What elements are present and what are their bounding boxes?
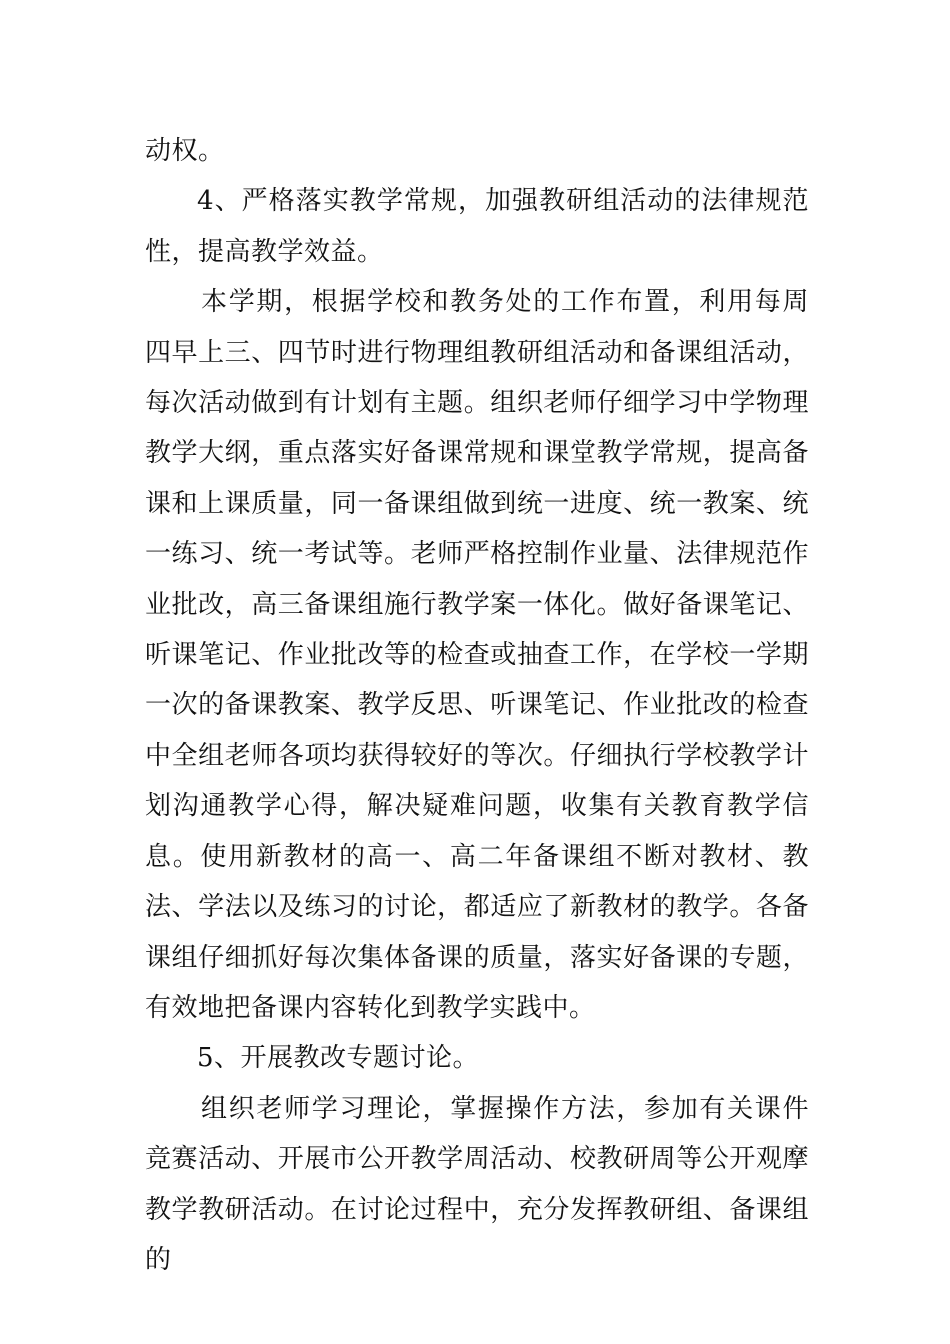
paragraph-item-5-heading: 5、开展教改专题讨论。 bbox=[197, 1043, 480, 1074]
paragraph-item-4-heading: 4、严格落实教学常规，加强教研组活动的法律规范性，提高教学效益。 bbox=[145, 186, 809, 267]
paragraph-continuation: 动权。 bbox=[145, 136, 225, 166]
paragraph-item-5-body: 组织老师学习理论，掌握操作方法，参加有关课件竞赛活动、开展市公开教学周活动、校教研周等公开观摩教学教研活动。在讨论过程中，充分发挥教研组、备课组的 bbox=[145, 1093, 809, 1275]
document-body bbox=[145, 126, 809, 1285]
paragraph-item-4-body: 本学期，根据学校和教务处的工作布置，利用每周四早上三、四节时进行物理组教研组活动和备课组活动，每次活动做到有计划有主题。组织老师仔细学习中学物理教学大纲，重点落实好备课常规和课堂教学常规，提高备课和上课质量，同一备课组做到统一进度、统一教案、统一练习、统一考试等。老师严格控制作业量、法律规范作业批改，高三备课组施行教学案一体化。做好备课笔记、听课笔记、作业批改等的检查或抽查工作，在学校一学期一次的备课教案、教学反思、听课笔记、作业批改的检查中全组老师各项均获得较好的等次。仔细执行学校教学计划沟通教学心得，解决疑难问题，收集有关教育教学信息。使用新教材的高一、高二年备课组不断对教材、教法、学法以及练习的讨论，都适应了新教材的教学。各备课组仔细抓好每次集体备课的质量，落实好备课的专题，有效地把备课内容转化到教学实践中。 bbox=[145, 287, 809, 1023]
